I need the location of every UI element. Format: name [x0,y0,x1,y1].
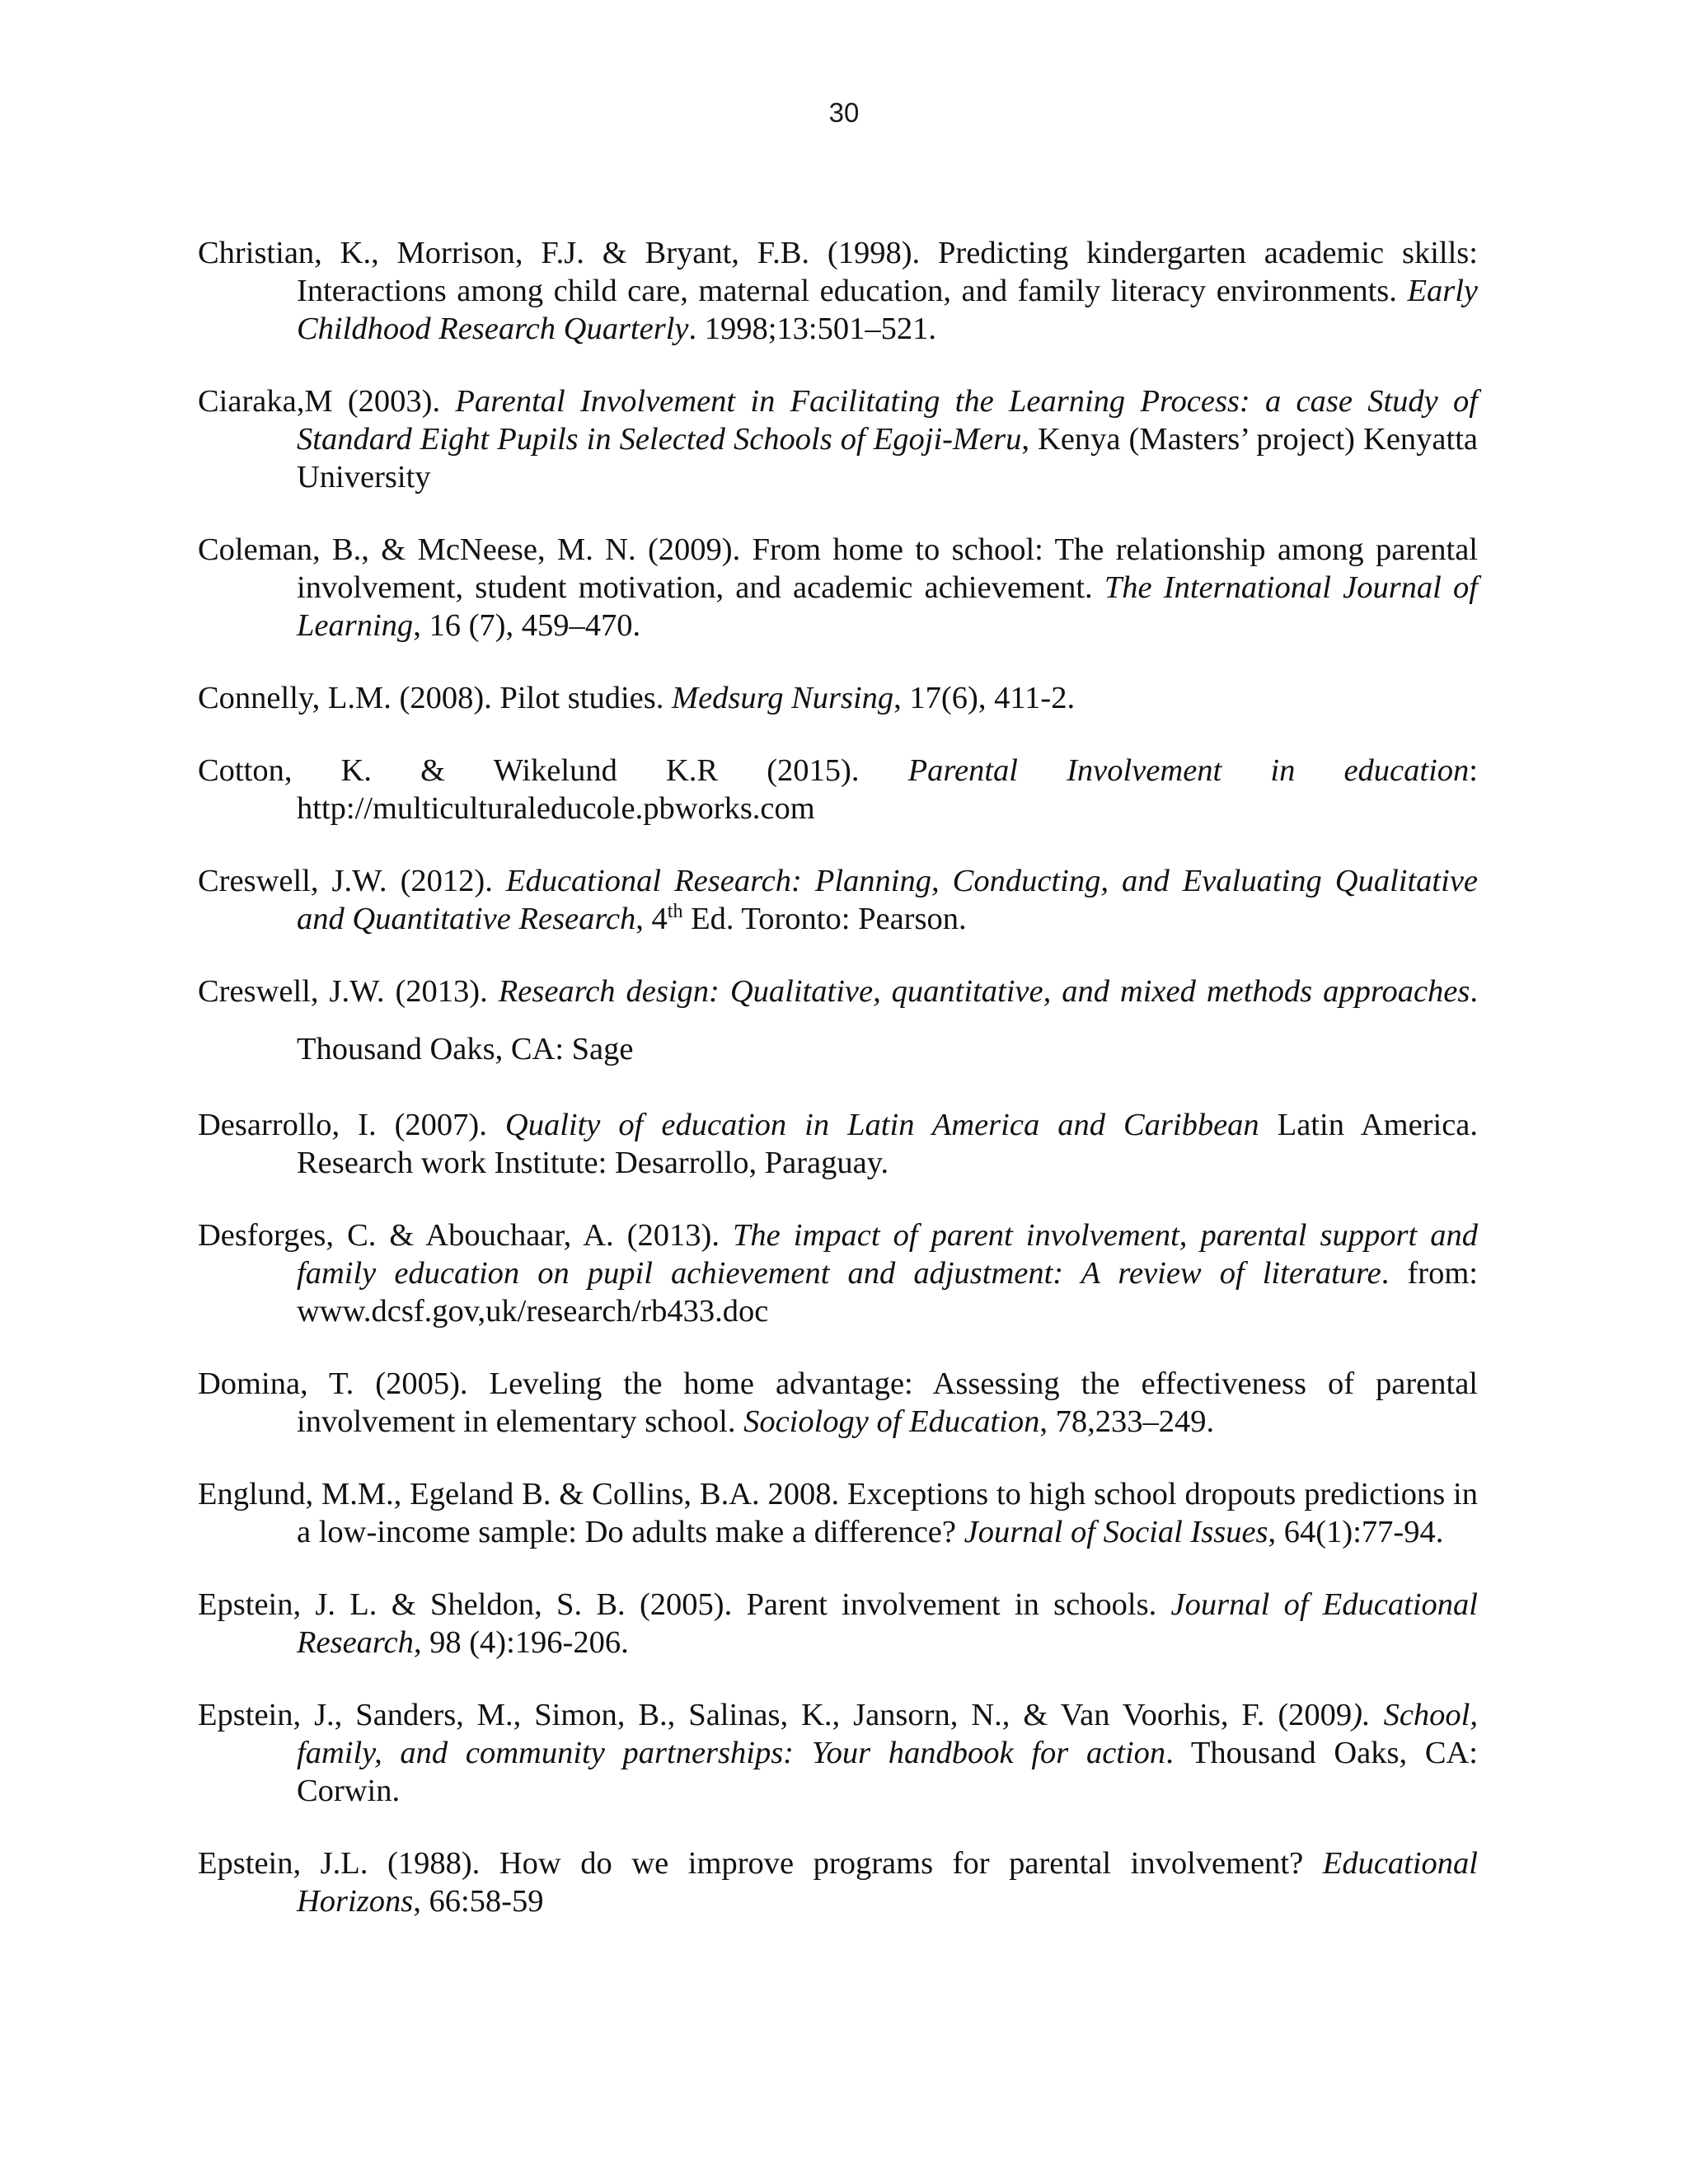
reference-text: Ciaraka,M (2003). [198,384,456,419]
reference-italic-text: Parental Involvement in education [907,753,1470,788]
reference-italic-text: Research design: Qualitative, quantitative, and mixed methods approaches [498,974,1470,1009]
reference-superscript: th [667,901,683,923]
reference-italic-text: The impact of parent involvement, parental support and family education on pupil achievement and adjustment: A review of literature [297,1218,1478,1291]
reference-text: , 16 (7), 459–470. [413,608,641,643]
reference-entry [198,1216,1478,1330]
reference-text: , Kenya (Masters’ project) Kenyatta University [297,422,1478,494]
reference-text: Coleman, B., & McNeese, M. N. (2009). From home to school: The relationship among parental involvement, student motivation, and academic achievement. [198,532,1478,605]
reference-text: Connelly, L.M. (2008). Pilot studies. [198,681,672,715]
reference-text: Domina, T. (2005). Leveling the home advantage: Assessing the effectiveness of parental involvement in elementary school. [198,1366,1478,1439]
reference-italic-text: Journal of Educational Research, [297,1587,1478,1660]
reference-text: , 78,233–249. [1039,1404,1215,1439]
reference-italic-text: Medsurg Nursing [672,681,894,715]
reference-text: Desarrollo, I. (2007). [198,1108,505,1142]
reference-text: Desforges, C. & Abouchaar, A. (2013). [198,1218,733,1253]
reference-entry [198,1844,1478,1920]
reference-text: Cotton, K. & Wikelund K.R (2015). [198,753,908,788]
reference-text: 98 (4):196-206. [421,1625,629,1660]
reference-entry [198,862,1478,938]
reference-text: Epstein, J., Sanders, M., Simon, B., Salinas, K., Jansorn, N., & Van Voorhis, F. (2009 [198,1698,1353,1732]
reference-text: . 1998;13:501–521. [688,312,937,346]
reference-text: Englund, M.M., Egeland B. & Collins, B.A. 2008. Exceptions to high school dropouts predictions in a low-income sample: Do adults make a difference? [198,1477,1478,1549]
reference-text: . from: www.dcsf.gov,uk/research/rb433.doc [297,1256,1478,1329]
reference-text: Epstein, J.L. (1988). How do we improve programs for parental involvement? [198,1846,1323,1881]
reference-entry [198,1586,1478,1661]
reference-entry [198,1696,1478,1810]
reference-text: , 17(6), 411-2. [893,681,1076,715]
reference-italic-text: The International Journal of Learning [297,570,1478,643]
reference-italic-text: Early Childhood Research Quarterly [297,274,1478,346]
reference-italic-text: Journal of Social Issues [964,1515,1268,1549]
reference-entry [198,752,1478,827]
reference-text: Latin America. Research work Institute: Desarrollo, Paraguay. [297,1108,1478,1180]
reference-list [198,234,1478,1955]
reference-text: , 64(1):77-94. [1268,1515,1444,1549]
reference-entry [198,1106,1478,1182]
reference-entry [198,963,1478,1078]
reference-italic-text: Sociology of Education [743,1404,1040,1439]
reference-text: Epstein, J. L. & Sheldon, S. B. (2005). Parent involvement in schools. [198,1587,1171,1622]
reference-entry [198,1475,1478,1551]
reference-text: Creswell, J.W. (2012). [198,864,506,898]
reference-entry [198,1365,1478,1441]
reference-entry [198,679,1478,717]
reference-entry [198,234,1478,348]
reference-italic-text: Educational Research: Planning, Conducting, and Evaluating Qualitative and Quantitative Research [297,864,1478,936]
reference-text: , 4 [635,902,668,936]
page-number: 30 [828,97,860,128]
reference-italic-text: Quality of education in Latin America and Caribbean [504,1108,1259,1142]
reference-entry [198,382,1478,496]
reference-text: Creswell, J.W. (2013). [198,974,499,1009]
reference-italic-text: Parental Involvement in Facilitating the Learning Process: a case Study of Standard Eight Pupils in Selected Schools of Egoji-Meru [297,384,1478,457]
reference-text: , 66:58-59 [413,1884,544,1919]
reference-entry [198,531,1478,644]
reference-text: Ed. Toronto: Pearson. [682,902,967,936]
reference-text: : http://multiculturaleducole.pbworks.com [297,753,1478,826]
reference-text: . Thousand Oaks, CA: Corwin. [297,1736,1478,1808]
reference-text: . Thousand Oaks, CA: Sage [297,974,1478,1066]
reference-italic-text: ). School, family, and community partnerships: Your handbook for action [297,1698,1478,1770]
reference-italic-text: Educational Horizons [297,1846,1478,1919]
reference-text: Christian, K., Morrison, F.J. & Bryant, F.B. (1998). Predicting kindergarten academic skills: Interactions among child care, maternal education, and family literacy environments. [198,236,1478,308]
